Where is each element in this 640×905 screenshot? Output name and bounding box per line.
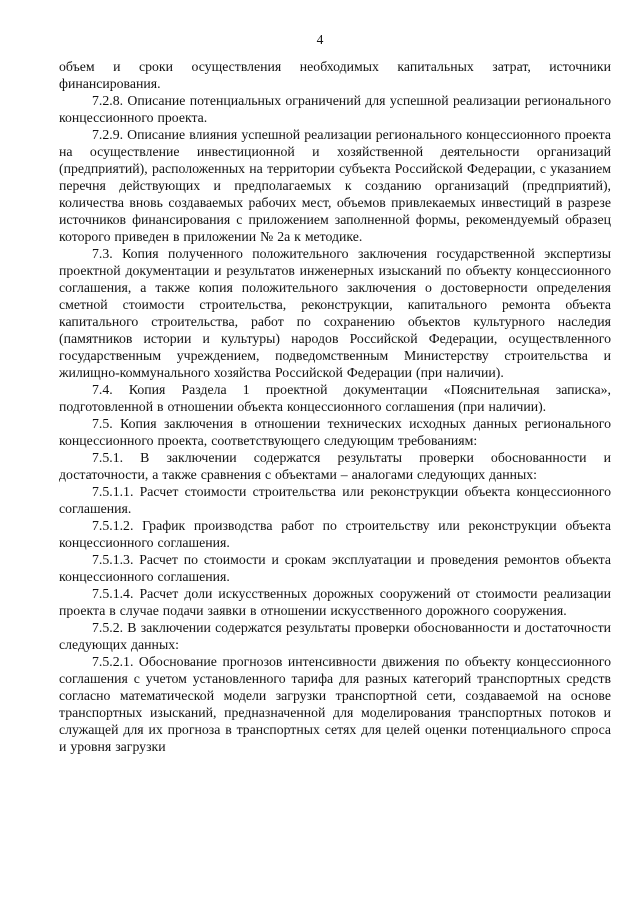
paragraph-7-4: 7.4. Копия Раздела 1 проектной документации «Пояснительная записка», подготовленной в отношении объекта концессионного соглашения (при наличии).: [59, 382, 611, 414]
paragraph-7-2-9: 7.2.9. Описание влияния успешной реализации регионального концессионного проекта на осуществление инвестиционной и хозяйственной деятельности организаций (предприятий), расположенных на территории субъекта Российской Федерации, с указанием перечня действующих и предполагаемых к созданию организаций (предприятий), количества вновь создаваемых рабочих мест, объемов привлекаемых инвестиций в разрезе источников финансирования с приложением заполненной формы, рекомендуемый образец которого приведен в приложении № 2а к методике.: [59, 127, 611, 244]
paragraph-continuation: объем и сроки осуществления необходимых капитальных затрат, источники финансирования.: [59, 59, 611, 91]
paragraph-7-2-8: 7.2.8. Описание потенциальных ограничений для успешной реализации регионального концессионного проекта.: [59, 93, 611, 125]
paragraph-7-5-2: 7.5.2. В заключении содержатся результаты проверки обоснованности и достаточности следующих данных:: [59, 620, 611, 652]
paragraph-7-5-1-1: 7.5.1.1. Расчет стоимости строительства или реконструкции объекта концессионного соглашения.: [59, 484, 611, 516]
paragraph-7-3: 7.3. Копия полученного положительного заключения государственной экспертизы проектной документации и результатов инженерных изысканий по объекту концессионного соглашения, а также копия положительного заключения о достоверности определения сметной стоимости строительства, реконструкции, капитального ремонта объекта капитального строительства, работ по сохранению объектов культурного наследия (памятников истории и культуры) народов Российской Федерации, осуществленного государственным учреждением, подведомственным Министерству строительства и жилищно-коммунального хозяйства Российской Федерации (при наличии).: [59, 246, 611, 380]
paragraph-7-5-1: 7.5.1. В заключении содержатся результаты проверки обоснованности и достаточности, а также сравнения с объектами – аналогами следующих данных:: [59, 450, 611, 482]
paragraph-7-5-1-2: 7.5.1.2. График производства работ по строительству или реконструкции объекта концессионного соглашения.: [59, 518, 611, 550]
paragraph-7-5: 7.5. Копия заключения в отношении технических исходных данных регионального концессионного проекта, соответствующего следующим требованиям:: [59, 416, 611, 448]
paragraph-7-5-1-3: 7.5.1.3. Расчет по стоимости и срокам эксплуатации и проведения ремонтов объекта концессионного соглашения.: [59, 552, 611, 584]
paragraph-7-5-2-1: 7.5.2.1. Обоснование прогнозов интенсивности движения по объекту концессионного соглашения с учетом установленного тарифа для разных категорий транспортных средств согласно математической модели загрузки транспортной сети, создаваемой на основе транспортных изысканий, предназначенной для моделирования транспортных потоков и служащей для их прогноза в транспортных сетях для целей оценки потенциального спроса и уровня загрузки: [59, 654, 611, 754]
paragraph-7-5-1-4: 7.5.1.4. Расчет доли искусственных дорожных сооружений от стоимости реализации проекта в случае подачи заявки в отношении искусственного дорожного сооружения.: [59, 586, 611, 618]
document-body: [59, 58, 611, 755]
page-number: 4: [316, 32, 324, 47]
